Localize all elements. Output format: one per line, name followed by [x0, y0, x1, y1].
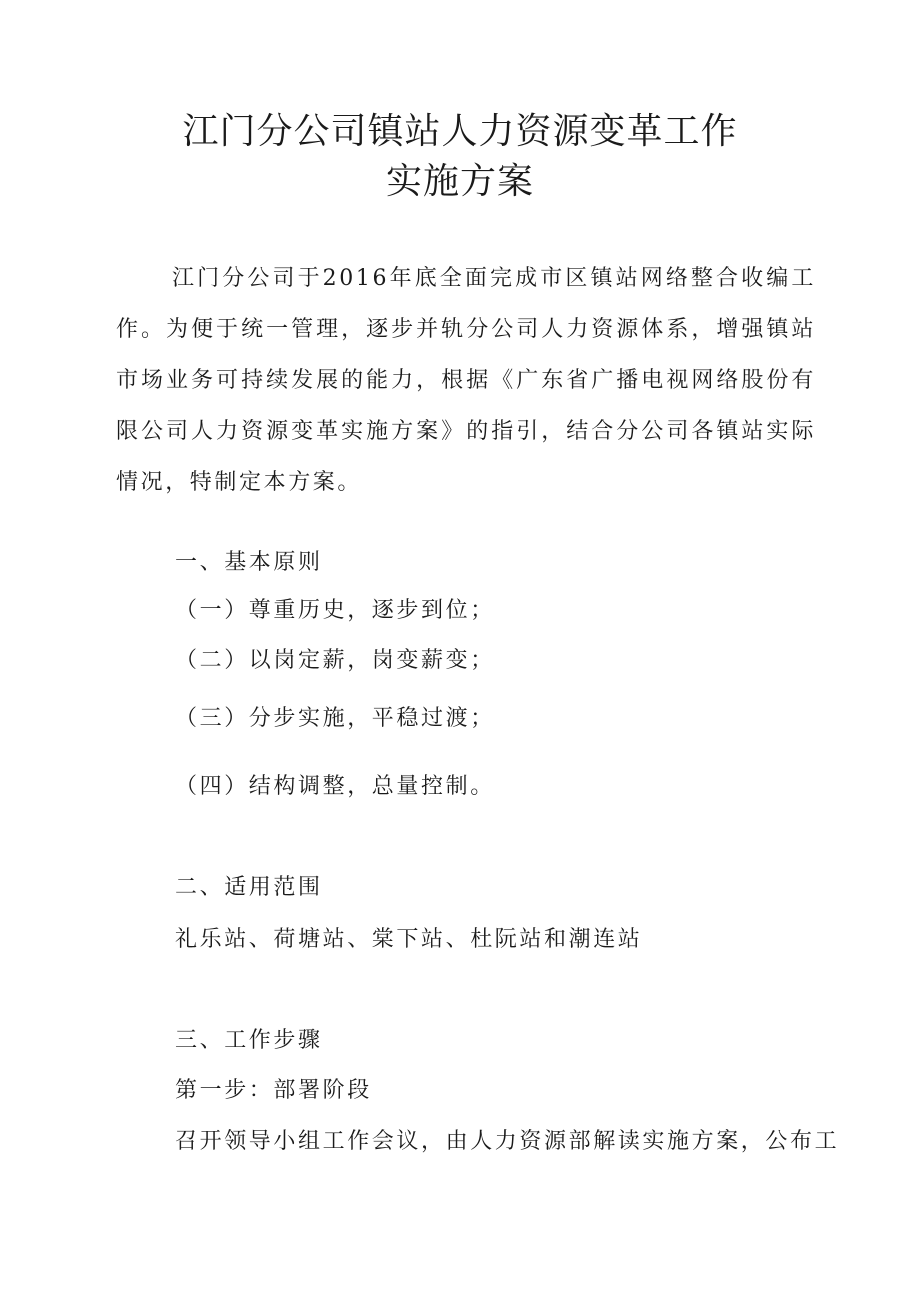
document-title-line2: 实施方案 — [385, 161, 534, 202]
section1-heading: 一、基本原则 — [175, 550, 323, 575]
scope-text: 礼乐站、荷塘站、棠下站、杜阮站和潮连站 — [175, 927, 643, 952]
document-title-line1: 江门分公司镇站人力资源变革工作 — [182, 111, 738, 152]
step1-text: 召开领导小组工作会议，由人力资源部解读实施方案，公布工 — [175, 1129, 840, 1154]
intro-paragraph: 江门分公司于2016年底全面完成市区镇站网络整合收编工作。为便于统一管理，逐步并轨分公司人力资源体系，增强镇站市场业务可持续发展的能力，根据《广东省广播电视网络股份有限公司人力资源变革实施方案》的指引，结合分公司各镇站实际情况，特制定本方案。 — [116, 266, 816, 495]
principle-item-3: （三）分步实施，平稳过渡； — [175, 706, 495, 731]
principle-item-4: （四）结构调整，总量控制。 — [175, 774, 495, 799]
principle-item-1: （一）尊重历史，逐步到位； — [175, 598, 495, 623]
section3-heading: 三、工作步骤 — [175, 1028, 323, 1053]
step1-title: 第一步：部署阶段 — [175, 1078, 372, 1103]
section2-heading: 二、适用范围 — [175, 875, 323, 900]
principle-item-2: （二）以岗定薪，岗变薪变； — [175, 648, 495, 673]
